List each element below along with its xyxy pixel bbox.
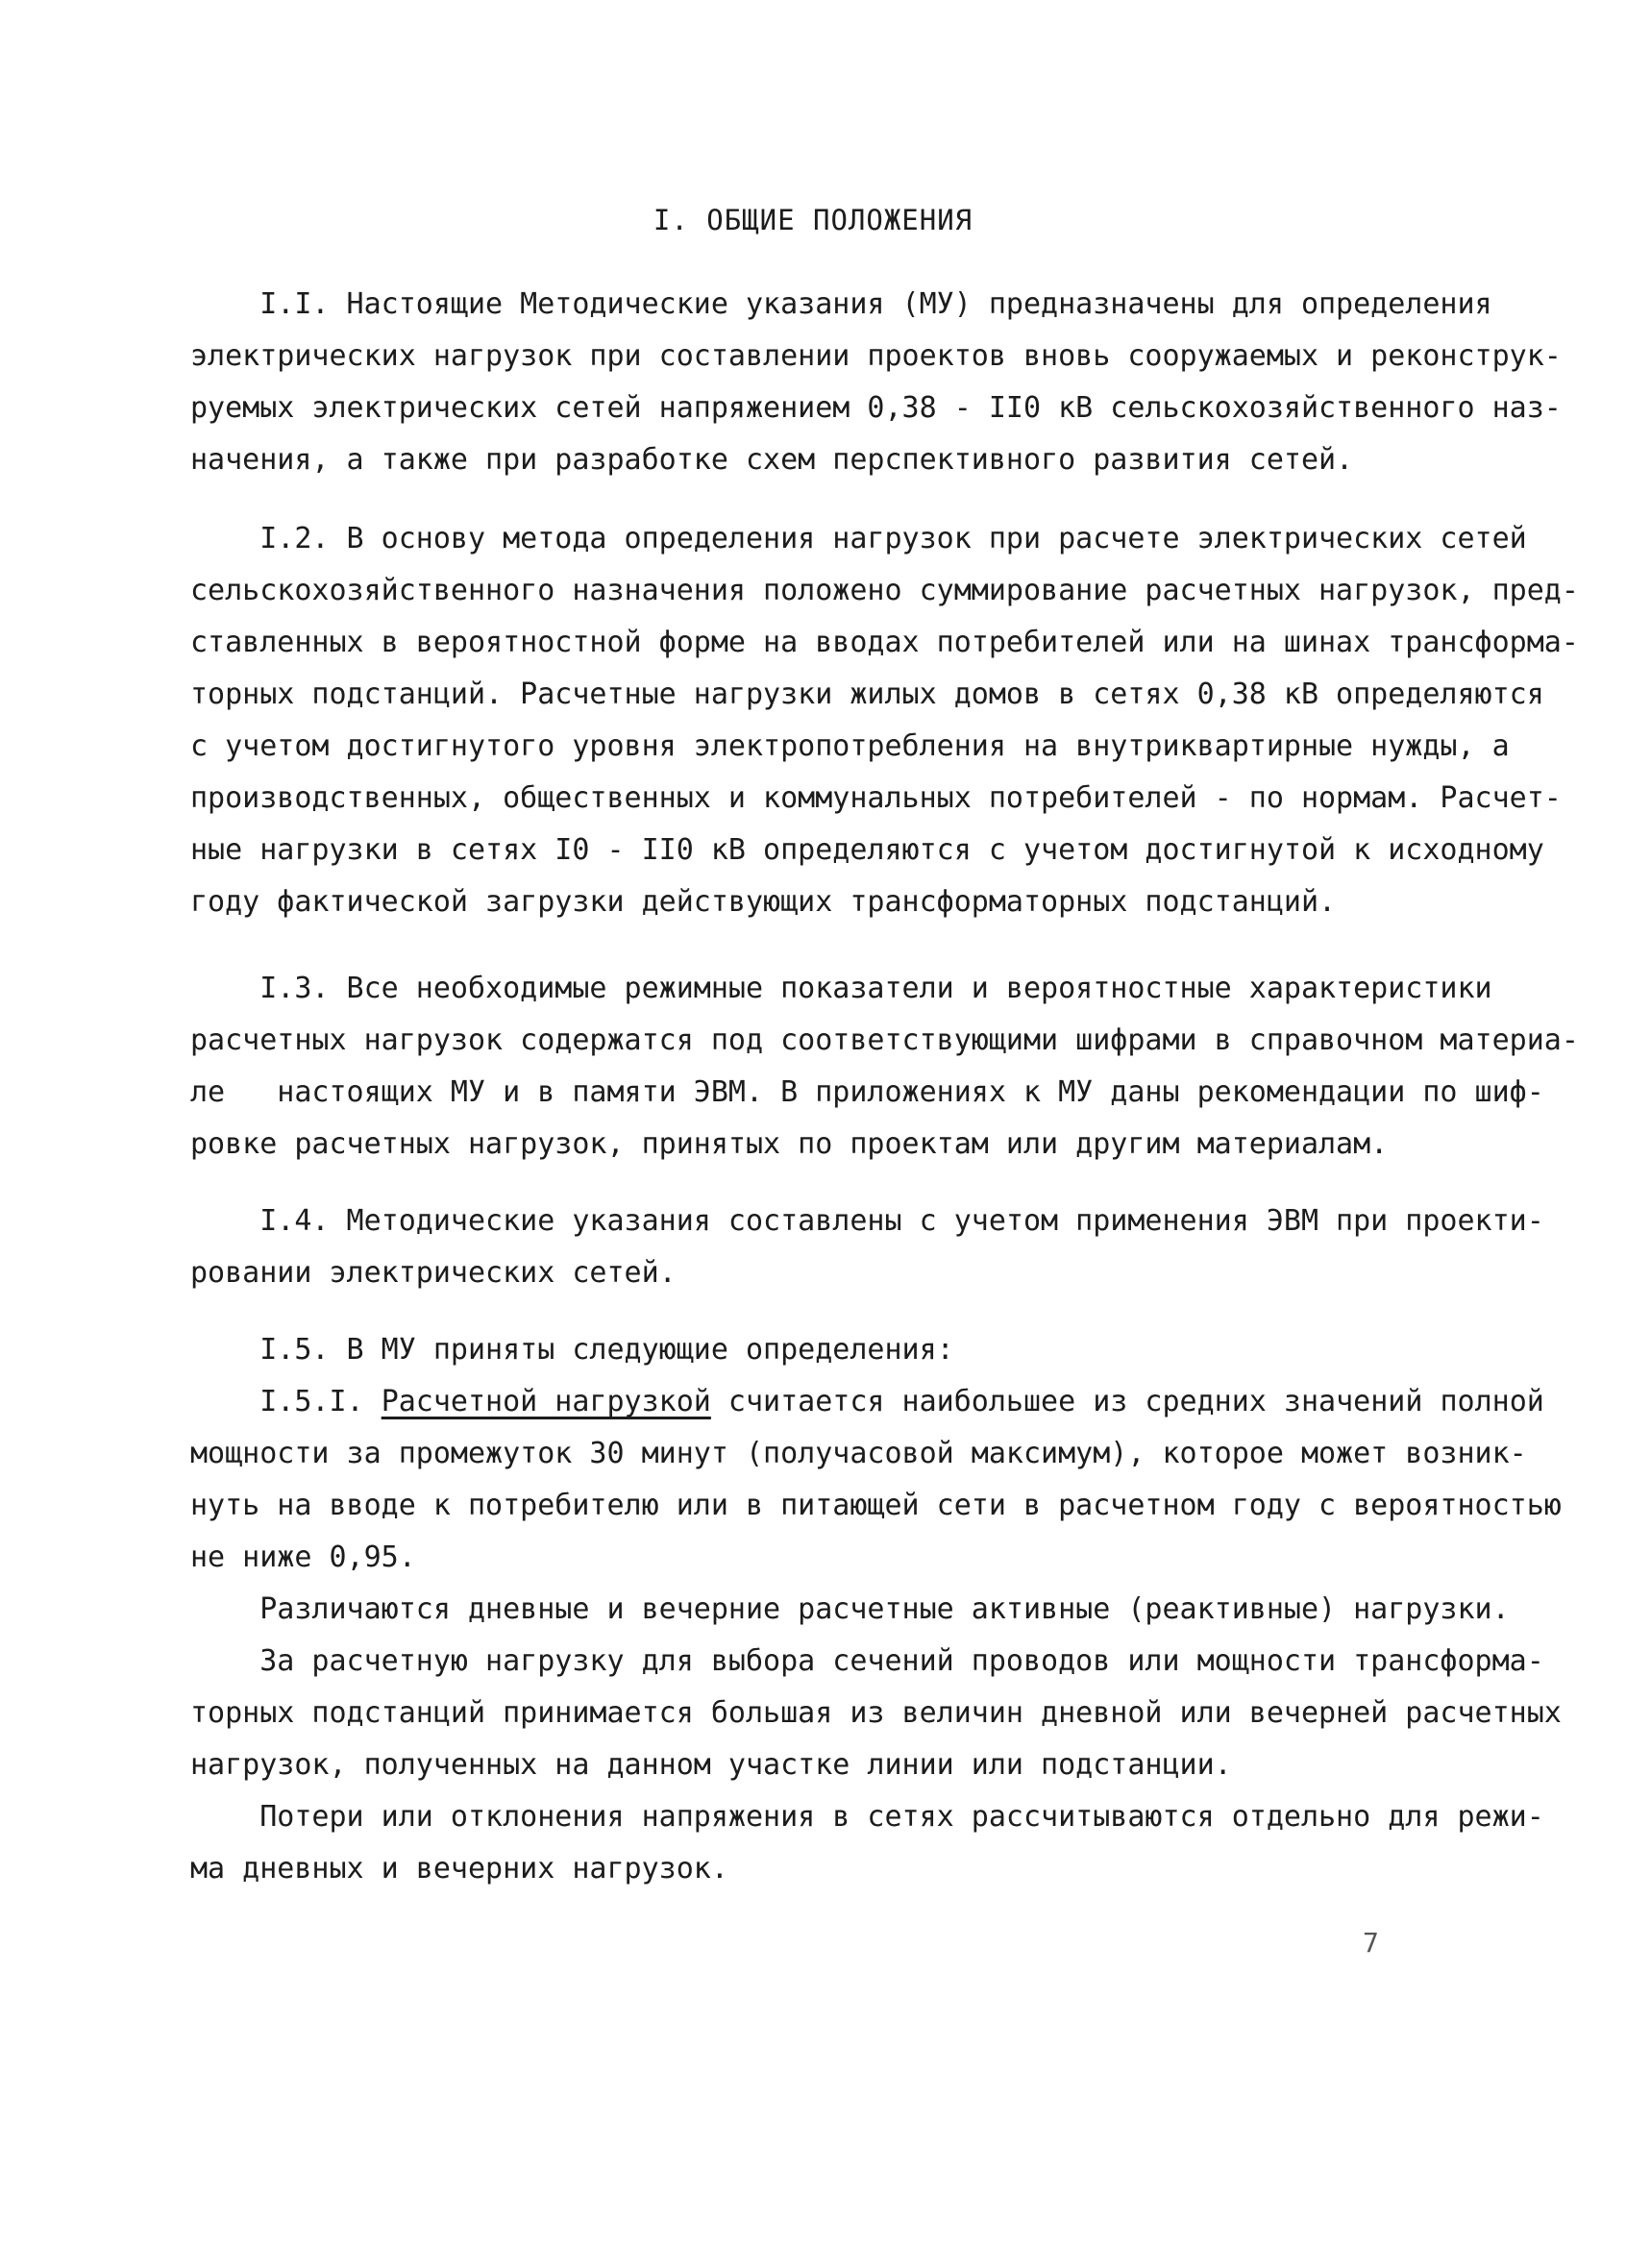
text-line: I.2. В основу метода определения нагрузок при расчете электрических сетей (190, 522, 1527, 555)
text-line: Различаются дневные и вечерние расчетные активные (реактивные) нагрузки. (190, 1592, 1510, 1626)
text-line: руемых электрических сетей напряжением 0,38 - II0 кВ сельскохозяйственного наз- (190, 391, 1562, 425)
text-line: I.3. Все необходимые режимные показатели и вероятностные характеристики (190, 972, 1492, 1005)
text-line: электрических нагрузок при составлении проектов вновь сооружаемых и реконструк- (190, 339, 1562, 373)
definition-line (190, 1376, 1544, 1428)
text-line: торных подстанций принимается большая из величин дневной или вечерней расчетных (190, 1696, 1562, 1730)
text-line: году фактической загрузки действующих трансформаторных подстанций. (190, 885, 1337, 919)
text-line: ма дневных и вечерних нагрузок. (190, 1852, 728, 1886)
text-line: мощности за промежуток 30 минут (получасовой максимум), которое может возник- (190, 1437, 1527, 1470)
text-line: начения, а также при разработке схем перспективного развития сетей. (190, 443, 1354, 477)
definition-number: I.5.I. (190, 1385, 382, 1418)
text-line: ставленных в вероятностной форме на вводах потребителей или на шинах трансформа- (190, 626, 1579, 659)
text-line: I.5. В МУ приняты следующие определения: (190, 1333, 954, 1367)
paragraph-1-5 (190, 1324, 1562, 1895)
text-line: ле настоящих МУ и в памяти ЭВМ. В приложениях к МУ даны рекомендации по шиф- (190, 1075, 1544, 1109)
text-line: торных подстанций. Расчетные нагрузки жилых домов в сетях 0,38 кВ определяются (190, 678, 1544, 711)
text-line: Потери или отклонения напряжения в сетях рассчитываются отдельно для режи- (190, 1800, 1544, 1834)
paragraph-1-4 (190, 1196, 1544, 1299)
text-line: не ниже 0,95. (190, 1541, 416, 1574)
text-line: сельскохозяйственного назначения положено суммирование расчетных нагрузок, пред- (190, 574, 1579, 607)
text-line: производственных, общественных и коммунальных потребителей - по нормам. Расчет- (190, 781, 1562, 815)
text-line: ровании электрических сетей. (190, 1256, 677, 1290)
text-line: За расчетную нагрузку для выбора сечений проводов или мощности трансформа- (190, 1644, 1544, 1678)
text-line: нагрузок, полученных на данном участке линии или подстанции. (190, 1748, 1232, 1782)
text-line: с учетом достигнутого уровня электропотребления на внутриквартирные нужды, а (190, 729, 1510, 763)
paragraph-1-2 (190, 513, 1579, 928)
text-line: расчетных нагрузок содержатся под соответствующими шифрами в справочном материа- (190, 1023, 1579, 1057)
paragraph-1-3 (190, 963, 1579, 1171)
text-line: нуть на вводе к потребителю или в питающей сети в расчетном году с вероятностью (190, 1489, 1562, 1522)
text-line: I.4. Методические указания составлены с учетом применения ЭВМ при проекти- (190, 1204, 1544, 1238)
page-number: 7 (1363, 1927, 1379, 1959)
paragraph-1-1 (190, 279, 1562, 486)
definition-text: считается наибольшее из средних значений полной (710, 1385, 1544, 1418)
defined-term: Расчетной нагрузкой (381, 1385, 711, 1418)
text-line: ровке расчетных нагрузок, принятых по проектам или другим материалам. (190, 1127, 1389, 1161)
text-line: I.I. Настоящие Методические указания (МУ) предназначены для определения (190, 287, 1492, 321)
text-line: ные нагрузки в сетях I0 - II0 кВ определяются с учетом достигнутой к исходному (190, 833, 1544, 867)
section-title: I. ОБЩИЕ ПОЛОЖЕНИЯ (653, 204, 973, 236)
